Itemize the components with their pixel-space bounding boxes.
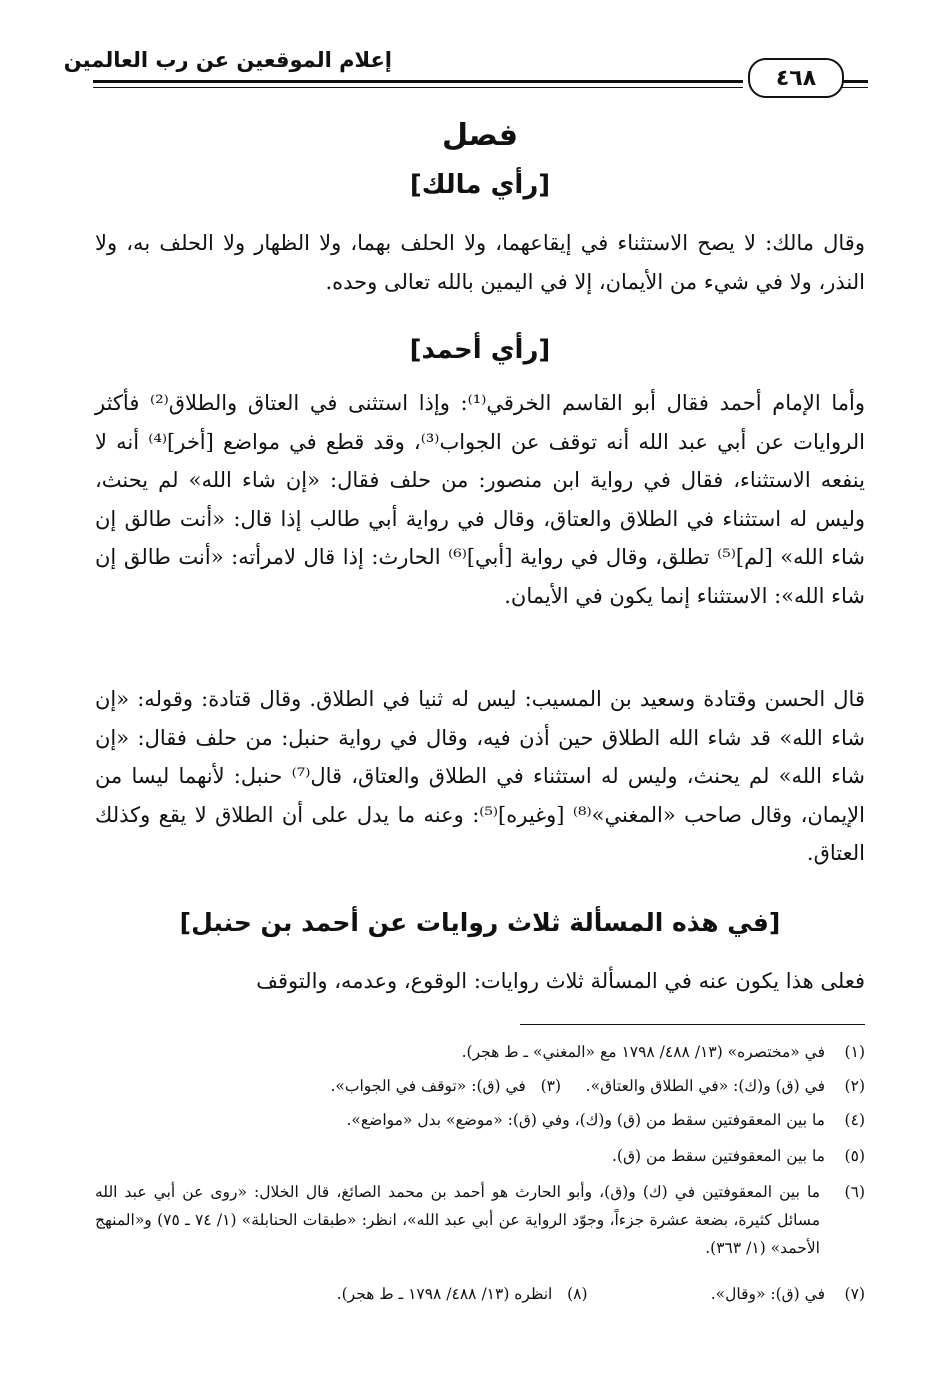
footnote-text: في «مختصره» (١٣/ ٤٨٨/ ١٧٩٨ مع «المغني» ـ ط هجر). (461, 1043, 825, 1061)
footnote (95, 1106, 865, 1134)
footnote-text: في (ق): «وقال». (٨) انظره (١٣/ ٤٨٨/ ١٧٩٨ ـ ط هجر). (336, 1285, 825, 1303)
page-number-badge (748, 58, 844, 98)
footnote-text: ما بين المعقوفتين في (ك) و(ق)، وأبو الحارث هو أحمد بن محمد الصائغ، قال الخلال: «روى عن أبي عبد الله مسائل كثيرة، بضعة عشرة جزءاً، وجوّد الرواية عن أبي عبد الله»، انظر: «طبقات الحنابلة» (١/ ٧٤ ـ ٧٥) و«المنهج الأحمد» (١/ ٣٦٣). (95, 1183, 820, 1257)
footnote-number: (٦) (844, 1183, 865, 1201)
footnote-text: في (ق) و(ك): «في الطلاق والعتاق». (٣) في (ق): «توقف في الجواب». (330, 1077, 825, 1095)
page-number: ٤٦٨ (775, 65, 817, 91)
section-title: فصل (442, 118, 518, 153)
footnote-separator (520, 1024, 865, 1025)
footnote-number: (٥) (844, 1147, 865, 1165)
subhead-malik: [رأي مالك] (409, 170, 551, 200)
footnote (95, 1280, 865, 1308)
subhead-three-narrations: [في هذه المسألة ثلاث روايات عن أحمد بن حنبل] (179, 908, 781, 937)
subhead-ahmad: [رأي أحمد] (409, 335, 551, 365)
footnote (95, 1038, 865, 1066)
running-header-title: إعلام الموقعين عن رب العالمين (63, 48, 392, 72)
footnote (95, 1142, 865, 1170)
paragraph-hasan-qatada: قال الحسن وقتادة وسعيد بن المسيب: ليس له ثنيا في الطلاق. وقال قتادة: وقوله: «إن شاء الله» قد شاء الله الطلاق حين أذن فيه، وقال في رواية حنبل: من حلف فقال: «إن شاء الله» لم يحنث، وليس له استثناء في الطلاق والعتاق، قال⁽⁷⁾ حنبل: لأنهما ليسا من الإيمان، وقال صاحب «المغني»⁽⁸⁾ [وغيره]⁽⁵⁾: وعنه ما يدل على أن الطلاق لا يقع وكذلك العتاق. (95, 687, 865, 865)
paragraph-ahmad: وأما الإمام أحمد فقال أبو القاسم الخرقي⁽¹⁾: وإذا استثنى في العتاق والطلاق⁽²⁾ فأكثر الروايات عن أبي عبد الله أنه توقف عن الجواب⁽³⁾، وقد قطع في مواضع [أخر]⁽⁴⁾ أنه لا ينفعه الاستثناء، فقال في رواية ابن منصور: من حلف فقال: «إن شاء الله» لم يحنث، وليس له استثناء في الطلاق والعتاق، وقال في رواية أبي طالب إذا قال: «أنت طالق إن شاء الله» [لم]⁽⁵⁾ تطلق، وقال في رواية [أبي]⁽⁶⁾ الحارث: إذا قال لامرأته: «أنت طالق إن شاء الله»: الاستثناء إنما يكون في الأيمان. (95, 391, 865, 608)
footnote-number: (٢) (844, 1077, 865, 1095)
footnote (95, 1072, 865, 1100)
footnote-text: ما بين المعقوفتين سقط من (ق) و(ك)، وفي (ق): «موضع» بدل «مواضع». (346, 1111, 825, 1129)
paragraph-conclusion: فعلى هذا يكون عنه في المسألة ثلاث روايات: الوقوع، وعدمه، والتوقف (256, 969, 865, 993)
footnote-number: (٤) (844, 1111, 865, 1129)
header-rule (93, 80, 743, 83)
header-rule-tail (840, 80, 868, 83)
header-rule-tail-thin (840, 87, 868, 88)
header-rule-thin (93, 87, 743, 88)
footnote-text: ما بين المعقوفتين سقط من (ق). (611, 1147, 825, 1165)
footnote (95, 1178, 865, 1264)
paragraph-malik: وقال مالك: لا يصح الاستثناء في إيقاعهما، ولا الحلف بهما، ولا الظهار ولا الحلف به، ولا النذر، ولا في شيء من الأيمان، إلا في اليمين بالله تعالى وحده. (95, 231, 865, 294)
footnote-number: (١) (844, 1043, 865, 1061)
footnote-number: (٧) (844, 1285, 865, 1303)
